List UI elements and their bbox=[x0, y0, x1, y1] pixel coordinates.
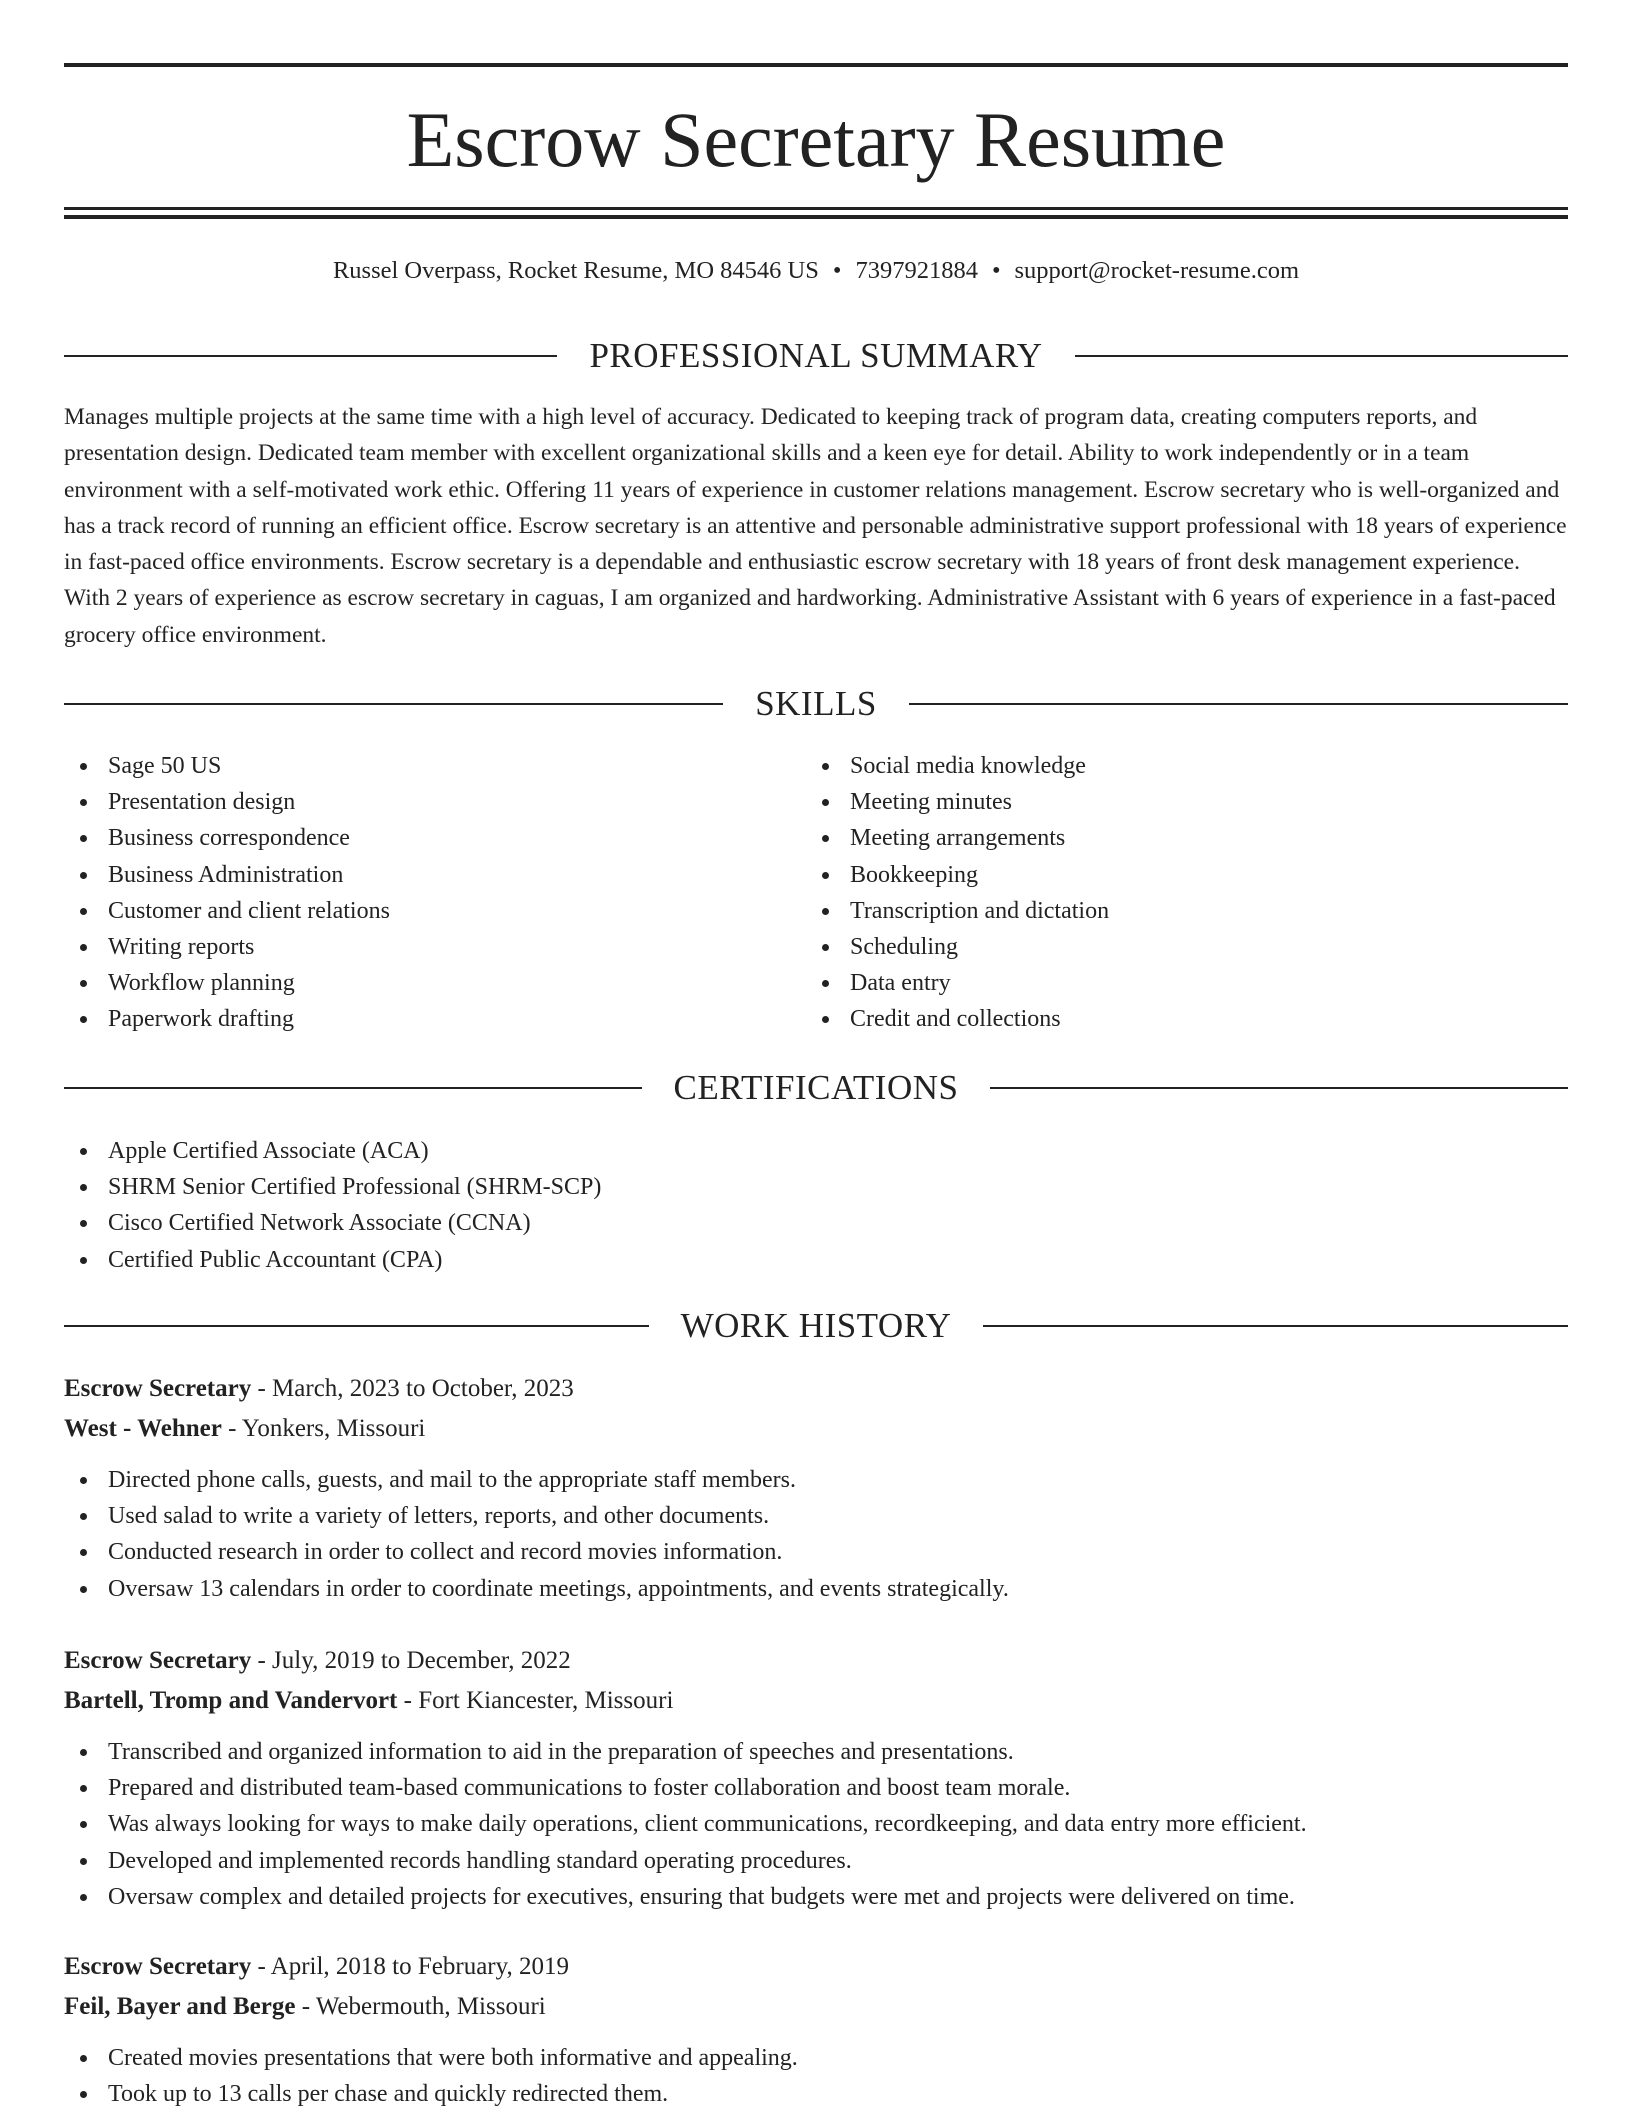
skill-item: Credit and collections bbox=[806, 1001, 1546, 1037]
job-company-line bbox=[64, 1987, 1568, 2027]
skills-list-left bbox=[64, 748, 804, 1038]
heading-rule bbox=[64, 703, 723, 705]
contact-address: Russel Overpass, Rocket Resume, MO 84546 US bbox=[332, 257, 819, 284]
job-title-line bbox=[64, 1641, 1568, 1681]
contact-separator: • bbox=[991, 257, 1001, 284]
heading-rule bbox=[990, 1087, 1568, 1089]
job-duty: Was always looking for ways to make daily operations, client communications, recordkeeping, and data entry more efficient. bbox=[64, 1806, 1568, 1842]
section-title: CERTIFICATIONS bbox=[673, 1068, 959, 1107]
job-company: Feil, Bayer and Berge bbox=[64, 1993, 296, 2020]
skill-item: Presentation design bbox=[64, 784, 804, 820]
job-duty: Conducted research in order to collect and record movies information. bbox=[64, 1534, 1568, 1570]
section-heading-certifications bbox=[64, 1065, 1568, 1111]
job-duty: Prepared and distributed team-based communications to foster collaboration and boost team morale. bbox=[64, 1770, 1568, 1806]
job-company: Bartell, Tromp and Vandervort bbox=[64, 1687, 398, 1714]
job-duty: Took up to 13 calls per chase and quickly redirected them. bbox=[64, 2076, 1568, 2112]
heading-rule bbox=[64, 1325, 649, 1327]
skill-item: Meeting minutes bbox=[806, 784, 1546, 820]
job-company-line bbox=[64, 1409, 1568, 1449]
skill-item: Business Administration bbox=[64, 857, 804, 893]
job-title: Escrow Secretary bbox=[64, 1375, 252, 1402]
job-duty: Created movies presentations that were both informative and appealing. bbox=[64, 2040, 1568, 2076]
job-duty: Used salad to write a variety of letters, reports, and other documents. bbox=[64, 1498, 1568, 1534]
contact-line bbox=[64, 254, 1568, 288]
skill-item: Business correspondence bbox=[64, 820, 804, 856]
job-company-line bbox=[64, 1681, 1568, 1721]
section-heading-skills bbox=[64, 681, 1568, 727]
job-dates: - April, 2018 to February, 2019 bbox=[251, 1953, 570, 1980]
heading-rule bbox=[1075, 355, 1568, 357]
job-entry bbox=[64, 1369, 1568, 1607]
skill-item: Sage 50 US bbox=[64, 748, 804, 784]
heading-rule bbox=[983, 1325, 1568, 1327]
certification-item: Apple Certified Associate (ACA) bbox=[64, 1133, 1568, 1169]
job-duties-list bbox=[64, 1462, 1568, 1607]
job-duties-list bbox=[64, 2040, 1568, 2112]
section-heading-work-history bbox=[64, 1303, 1568, 1349]
certification-item: Cisco Certified Network Associate (CCNA) bbox=[64, 1205, 1568, 1241]
skill-item: Writing reports bbox=[64, 929, 804, 965]
skill-item: Transcription and dictation bbox=[806, 893, 1546, 929]
certifications-list bbox=[64, 1133, 1568, 1278]
section-title: PROFESSIONAL SUMMARY bbox=[589, 336, 1043, 375]
section-heading-summary bbox=[64, 333, 1568, 379]
job-location: - Yonkers, Missouri bbox=[221, 1415, 426, 1442]
job-title: Escrow Secretary bbox=[64, 1953, 252, 1980]
job-duty: Oversaw complex and detailed projects for executives, ensuring that budgets were met and projects were delivered on time. bbox=[64, 1879, 1568, 1915]
job-dates: - July, 2019 to December, 2022 bbox=[251, 1647, 571, 1674]
skill-item: Workflow planning bbox=[64, 965, 804, 1001]
job-title: Escrow Secretary bbox=[64, 1647, 252, 1674]
job-duty: Directed phone calls, guests, and mail to the appropriate staff members. bbox=[64, 1462, 1568, 1498]
contact-email: support@rocket-resume.com bbox=[1014, 257, 1300, 284]
certification-item: Certified Public Accountant (CPA) bbox=[64, 1242, 1568, 1278]
job-dates: - March, 2023 to October, 2023 bbox=[251, 1375, 574, 1402]
skill-item: Meeting arrangements bbox=[806, 820, 1546, 856]
skill-item: Paperwork drafting bbox=[64, 1001, 804, 1037]
job-entry bbox=[64, 1641, 1568, 1915]
title-rule-lower bbox=[64, 215, 1568, 219]
contact-separator: • bbox=[832, 257, 842, 284]
section-title: WORK HISTORY bbox=[680, 1306, 952, 1345]
certification-item: SHRM Senior Certified Professional (SHRM-SCP) bbox=[64, 1169, 1568, 1205]
summary-paragraph: Manages multiple projects at the same time with a high level of accuracy. Dedicated to keeping track of program data, creating computers reports, and presentation design. Dedicated team member with excellent organizational skills and a keen eye for detail. Ability to work independently or in a team environment with a self-motivated work ethic. Offering 11 years of experience in customer relations management. Escrow secretary who is well-organized and has a track record of running an efficient office. Escrow secretary is an attentive and personable administrative support professional with 18 years of experience in fast-paced office environments. Escrow secretary is a dependable and enthusiastic escrow secretary with 18 years of front desk management experience. With 2 years of experience as escrow secretary in caguas, I am organized and hardworking. Administrative Assistant with 6 years of experience in a fast-paced grocery office environment. bbox=[64, 404, 1567, 648]
job-duties-list bbox=[64, 1734, 1568, 1915]
heading-rule bbox=[909, 703, 1568, 705]
skill-item: Scheduling bbox=[806, 929, 1546, 965]
job-location: - Fort Kiancester, Missouri bbox=[397, 1687, 674, 1714]
skill-item: Data entry bbox=[806, 965, 1546, 1001]
job-location: - Webermouth, Missouri bbox=[295, 1993, 546, 2020]
skills-list-right bbox=[806, 748, 1546, 1038]
job-duty: Developed and implemented records handling standard operating procedures. bbox=[64, 1843, 1568, 1879]
job-duty: Transcribed and organized information to aid in the preparation of speeches and presentations. bbox=[64, 1734, 1568, 1770]
job-title-line bbox=[64, 1369, 1568, 1409]
job-company: West - Wehner bbox=[64, 1415, 222, 1442]
heading-rule bbox=[64, 1087, 642, 1089]
skill-item: Customer and client relations bbox=[64, 893, 804, 929]
job-entry bbox=[64, 1947, 1568, 2112]
skill-item: Social media knowledge bbox=[806, 748, 1546, 784]
job-title-line bbox=[64, 1947, 1568, 1987]
heading-rule bbox=[64, 355, 557, 357]
resume-title: Escrow Secretary Resume bbox=[406, 96, 1226, 183]
job-duty: Oversaw 13 calendars in order to coordinate meetings, appointments, and events strategically. bbox=[64, 1571, 1568, 1607]
skill-item: Bookkeeping bbox=[806, 857, 1546, 893]
section-title: SKILLS bbox=[755, 684, 877, 723]
title-rule-upper bbox=[64, 207, 1568, 210]
contact-phone: 7397921884 bbox=[855, 257, 978, 284]
top-rule bbox=[64, 63, 1568, 67]
